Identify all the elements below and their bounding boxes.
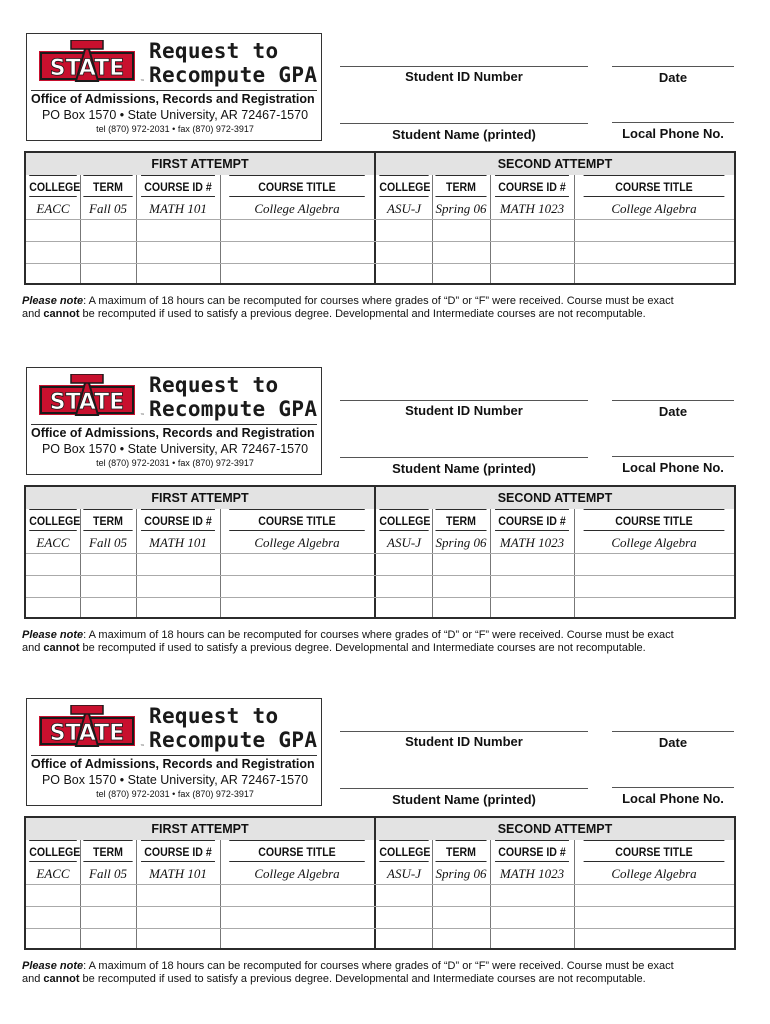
recompute-note: [22, 629, 752, 655]
date-line[interactable]: [612, 66, 734, 67]
note-cannot: cannot: [43, 973, 80, 985]
col-college-second: COLLEGE: [379, 509, 428, 531]
note-text-2: be recomputed if used to satisfy a previous degree. Developmental and Intermediate courses are not recomputable.: [79, 642, 646, 654]
form-title: [149, 39, 317, 87]
col-course-title-first: COURSE TITLE: [229, 175, 365, 197]
first-attempt-header: FIRST ATTEMPT: [26, 818, 374, 840]
row-divider: [26, 263, 734, 264]
office-address: PO Box 1570 • State University, AR 72467-1570: [41, 108, 309, 122]
col-college-second: COLLEGE: [379, 840, 428, 862]
recompute-form: [0, 367, 770, 667]
note-cannot: cannot: [43, 308, 80, 320]
form-header: [26, 698, 322, 806]
first-course-title-cell[interactable]: College Algebra: [254, 866, 340, 881]
first-term-cell[interactable]: Fall 05: [89, 866, 127, 881]
second-college-cell[interactable]: ASU-J: [387, 201, 421, 216]
note-lead: Please note: [22, 295, 84, 307]
form-header: [26, 367, 322, 475]
student-id-label: Student ID Number: [405, 403, 523, 418]
title-line-1: Request to: [149, 39, 279, 63]
second-course-title-cell[interactable]: College Algebra: [611, 866, 697, 881]
col-course-title-first: COURSE TITLE: [229, 840, 365, 862]
empty-row-second[interactable]: [376, 554, 734, 576]
note-cannot: cannot: [43, 642, 80, 654]
col-college-first: COLLEGE: [29, 509, 77, 531]
title-line-2: Recompute GPA: [149, 397, 318, 421]
office-contact: tel (870) 972-2031 • fax (870) 972-3917: [96, 458, 254, 468]
second-course-title-cell[interactable]: College Algebra: [611, 201, 697, 216]
state-logo: [39, 374, 145, 420]
recompute-note: [22, 295, 752, 321]
first-course-id-cell[interactable]: MATH 101: [149, 535, 207, 550]
second-college-cell[interactable]: ASU-J: [387, 535, 421, 550]
logo-trademark: ™: [140, 744, 145, 750]
student-id-line[interactable]: [340, 400, 588, 401]
second-attempt-header: SECOND ATTEMPT: [376, 487, 734, 509]
col-college-second: COLLEGE: [379, 175, 428, 197]
second-term-cell[interactable]: Spring 06: [435, 201, 487, 216]
recompute-form: [0, 33, 770, 333]
row-divider: [26, 928, 734, 929]
col-course-id-second: COURSE ID #: [495, 509, 569, 531]
form-header: [26, 33, 322, 141]
office-name: Office of Admissions, Records and Registration: [31, 757, 315, 771]
col-term-second: TERM: [435, 175, 486, 197]
title-line-2: Recompute GPA: [149, 63, 318, 87]
student-name-line[interactable]: [340, 457, 588, 458]
date-line[interactable]: [612, 731, 734, 732]
student-id-line[interactable]: [340, 66, 588, 67]
student-name-label: Student Name (printed): [392, 792, 536, 807]
row-divider: [26, 597, 734, 598]
note-text-1: : A maximum of 18 hours can be recomputed for courses where grades of “D” or “F” were received. Course must be exact: [83, 960, 674, 972]
col-course-title-second: COURSE TITLE: [584, 840, 725, 862]
note-and: and: [22, 973, 44, 985]
first-course-id-cell[interactable]: MATH 101: [149, 866, 207, 881]
office-contact: tel (870) 972-2031 • fax (870) 972-3917: [96, 124, 254, 134]
second-attempt-header: SECOND ATTEMPT: [376, 818, 734, 840]
local-phone-label: Local Phone No.: [622, 460, 724, 475]
second-term-cell[interactable]: Spring 06: [435, 866, 487, 881]
title-line-1: Request to: [149, 704, 279, 728]
col-course-id-first: COURSE ID #: [141, 175, 215, 197]
second-course-id-cell[interactable]: MATH 1023: [499, 201, 565, 216]
date-label: Date: [658, 70, 688, 85]
note-lead: Please note: [22, 629, 84, 641]
logo-trademark: ™: [140, 79, 145, 85]
date-label: Date: [658, 735, 688, 750]
office-divider: [31, 90, 317, 91]
second-college-cell[interactable]: ASU-J: [387, 866, 421, 881]
col-course-title-first: COURSE TITLE: [229, 509, 365, 531]
col-term-first: TERM: [83, 175, 132, 197]
empty-row-first[interactable]: [26, 885, 374, 907]
first-term-cell[interactable]: Fall 05: [89, 201, 127, 216]
second-course-id-cell[interactable]: MATH 1023: [499, 866, 565, 881]
date-label: Date: [658, 404, 688, 419]
first-term-cell[interactable]: Fall 05: [89, 535, 127, 550]
course-table: [24, 485, 736, 619]
col-term-second: TERM: [435, 509, 486, 531]
student-id-line[interactable]: [340, 731, 588, 732]
col-course-title-second: COURSE TITLE: [584, 175, 725, 197]
office-divider: [31, 755, 317, 756]
office-contact: tel (870) 972-2031 • fax (870) 972-3917: [96, 789, 254, 799]
col-term-second: TERM: [435, 840, 486, 862]
student-name-label: Student Name (printed): [392, 461, 536, 476]
office-address: PO Box 1570 • State University, AR 72467-1570: [41, 442, 309, 456]
second-course-id-cell[interactable]: MATH 1023: [499, 535, 565, 550]
student-name-line[interactable]: [340, 788, 588, 789]
col-course-id-second: COURSE ID #: [495, 840, 569, 862]
local-phone-label: Local Phone No.: [622, 126, 724, 141]
col-term-first: TERM: [83, 840, 132, 862]
local-phone-label: Local Phone No.: [622, 791, 724, 806]
local-phone-line[interactable]: [612, 787, 734, 788]
logo-wordmark: STATE: [49, 721, 125, 746]
state-logo: [39, 705, 145, 751]
first-course-id-cell[interactable]: MATH 101: [149, 201, 207, 216]
col-course-id-first: COURSE ID #: [141, 509, 215, 531]
note-text-2: be recomputed if used to satisfy a previous degree. Developmental and Intermediate courses are not recomputable.: [79, 308, 646, 320]
recompute-form: [0, 698, 770, 998]
second-course-title-cell[interactable]: College Algebra: [611, 535, 697, 550]
first-college-cell[interactable]: EACC: [36, 201, 70, 216]
empty-row-second[interactable]: [376, 220, 734, 242]
second-term-cell[interactable]: Spring 06: [435, 535, 487, 550]
first-college-cell[interactable]: EACC: [36, 866, 70, 881]
office-name: Office of Admissions, Records and Registration: [31, 92, 315, 106]
empty-row-first[interactable]: [26, 220, 374, 242]
student-id-label: Student ID Number: [405, 69, 523, 84]
first-attempt-header: FIRST ATTEMPT: [26, 487, 374, 509]
form-title: [149, 704, 317, 752]
first-college-cell[interactable]: EACC: [36, 535, 70, 550]
state-logo: [39, 40, 145, 86]
col-course-id-first: COURSE ID #: [141, 840, 215, 862]
student-name-label: Student Name (printed): [392, 127, 536, 142]
course-table: [24, 816, 736, 950]
office-name: Office of Admissions, Records and Registration: [31, 426, 315, 440]
office-address: PO Box 1570 • State University, AR 72467-1570: [41, 773, 309, 787]
student-id-label: Student ID Number: [405, 734, 523, 749]
local-phone-line[interactable]: [612, 122, 734, 123]
col-course-id-second: COURSE ID #: [495, 175, 569, 197]
title-line-1: Request to: [149, 373, 279, 397]
logo-trademark: ™: [140, 413, 145, 419]
student-name-line[interactable]: [340, 123, 588, 124]
logo-wordmark: STATE: [49, 56, 125, 81]
empty-row-second[interactable]: [376, 885, 734, 907]
col-course-title-second: COURSE TITLE: [584, 509, 725, 531]
second-attempt-header: SECOND ATTEMPT: [376, 153, 734, 175]
form-title: [149, 373, 317, 421]
first-course-title-cell[interactable]: College Algebra: [254, 535, 340, 550]
note-and: and: [22, 642, 44, 654]
logo-wordmark: STATE: [49, 390, 125, 415]
office-divider: [31, 424, 317, 425]
course-table: [24, 151, 736, 285]
col-college-first: COLLEGE: [29, 840, 77, 862]
col-college-first: COLLEGE: [29, 175, 77, 197]
recompute-note: [22, 960, 752, 986]
local-phone-line[interactable]: [612, 456, 734, 457]
first-course-title-cell[interactable]: College Algebra: [254, 201, 340, 216]
col-term-first: TERM: [83, 509, 132, 531]
date-line[interactable]: [612, 400, 734, 401]
note-lead: Please note: [22, 960, 84, 972]
title-line-2: Recompute GPA: [149, 728, 318, 752]
note-text-1: : A maximum of 18 hours can be recomputed for courses where grades of “D” or “F” were received. Course must be exact: [83, 629, 674, 641]
note-and: and: [22, 308, 44, 320]
first-attempt-header: FIRST ATTEMPT: [26, 153, 374, 175]
empty-row-first[interactable]: [26, 554, 374, 576]
note-text-1: : A maximum of 18 hours can be recomputed for courses where grades of “D” or “F” were received. Course must be exact: [83, 295, 674, 307]
note-text-2: be recomputed if used to satisfy a previous degree. Developmental and Intermediate courses are not recomputable.: [79, 973, 646, 985]
